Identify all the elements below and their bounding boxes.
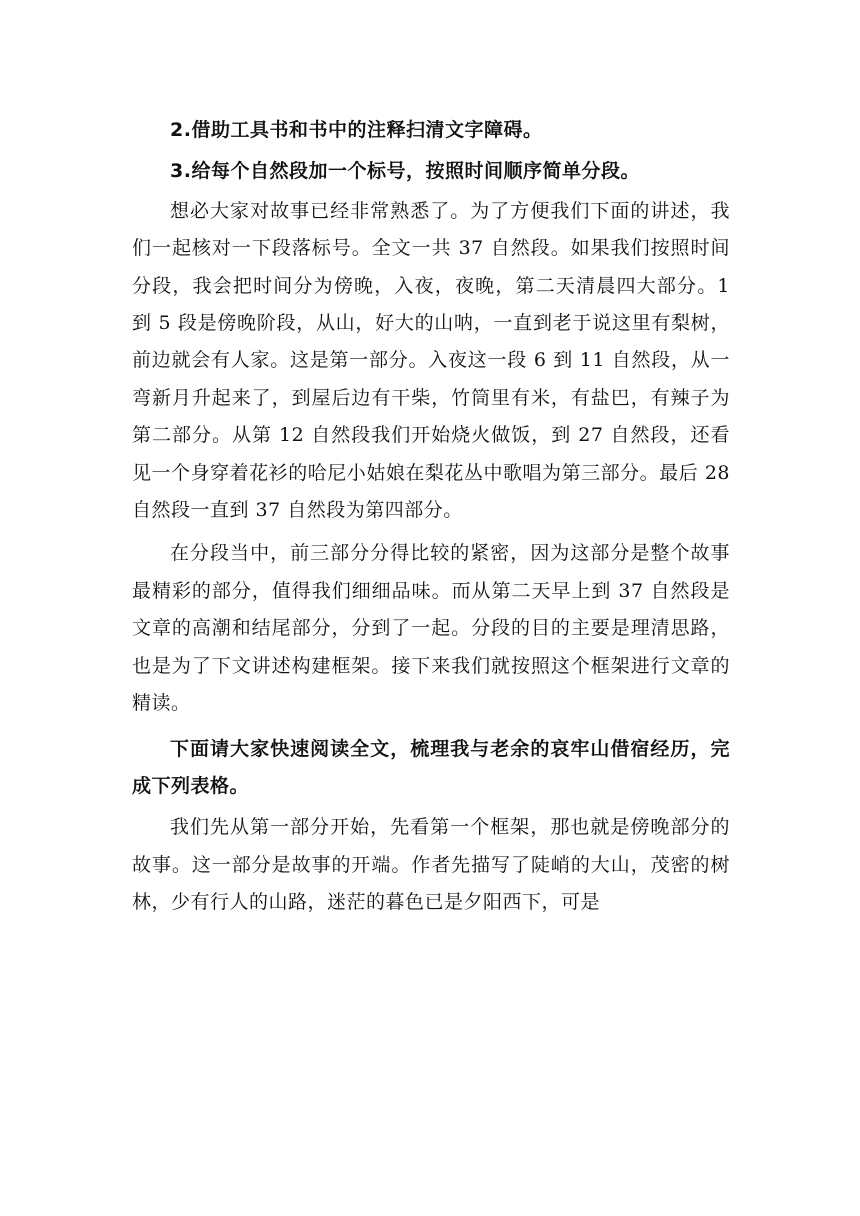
body-paragraph: 我们先从第一部分开始，先看第一个框架，那也就是傍晚部分的故事。这一部分是故事的开端。作者先描写了陡峭的大山，茂密的树林，少有行人的山路，迷茫的暮色已是夕阳西下，可是 xyxy=(132,816,730,914)
document-page xyxy=(132,112,730,922)
body-paragraph: 想必大家对故事已经非常熟悉了。为了方便我们下面的讲述，我们一起核对一下段落标号。全文一共 37 自然段。如果我们按照时间分段，我会把时间分为傍晚，入夜，夜晚，第二天清晨四大部分。1 到 5 段是傍晚阶段，从山，好大的山呐，一直到老于说这里有梨树，前边就会有人家。这是第一部分。入夜这一段 6 到 11 自然段，从一弯新月升起来了，到屋后边有干柴，竹筒里有米，有盐巴，有辣子为第二部分。从第 12 自然段我们开始烧火做饭，到 27 自然段，还看见一个身穿着花衫的哈尼小姑娘在梨花丛中歌唱为第三部分。最后 28 自然段一直到 37 自然段为第四部分。 xyxy=(132,199,730,522)
body-paragraph: 在分段当中，前三部分分得比较的紧密，因为这部分是整个故事最精彩的部分，值得我们细细品味。而从第二天早上到 37 自然段是文章的高潮和结尾部分，分到了一起。分段的目的主要是理清思路，也是为了下文讲述构建框架。接下来我们就按照这个框架进行文章的精读。 xyxy=(132,542,730,715)
step-3-heading: 3.给每个自然段加一个标号，按照时间顺序简单分段。 xyxy=(170,160,640,183)
step-2-heading: 2.借助工具书和书中的注释扫清文字障碍。 xyxy=(170,119,543,141)
task-instruction: 下面请大家快速阅读全文，梳理我与老余的哀牢山借宿经历，完成下列表格。 xyxy=(132,737,730,797)
